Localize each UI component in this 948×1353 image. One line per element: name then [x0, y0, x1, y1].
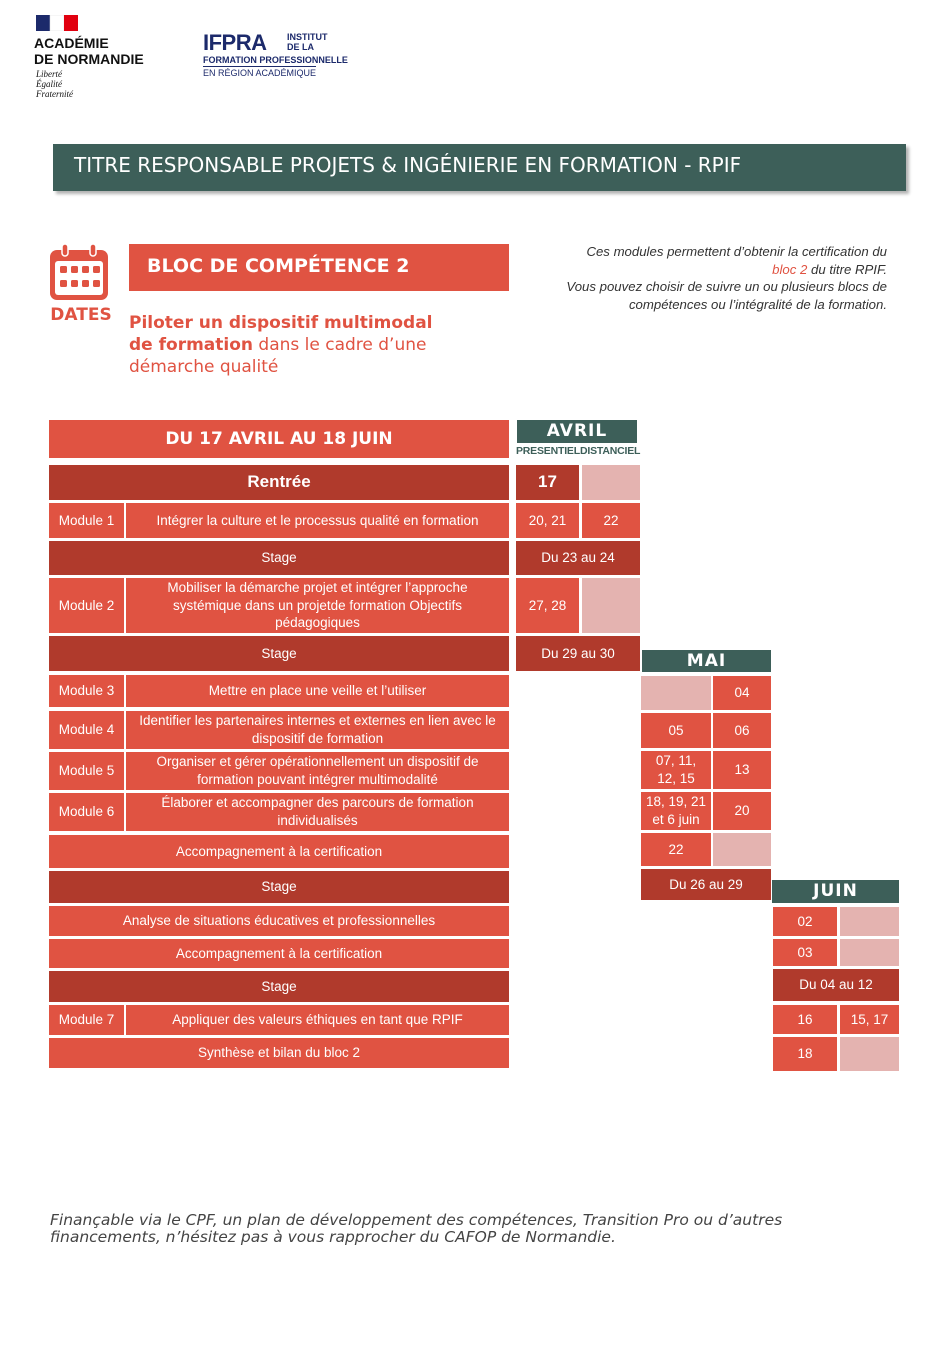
calendar-icon	[48, 242, 110, 302]
mai-m4-p: 05	[641, 713, 711, 748]
row-stage4-label: Stage	[49, 971, 509, 1002]
row-m4-module: Module 4	[49, 711, 124, 749]
academie-logo	[34, 15, 194, 105]
month-juin-header: JUIN	[772, 880, 899, 903]
avril-m2-p: 27, 28	[516, 578, 579, 633]
ifpra-l4: EN RÉGION ACADÉMIQUE	[203, 68, 317, 78]
academie-motto2: Égalité	[36, 79, 62, 89]
mai-m6-d: 20	[713, 792, 771, 830]
subtitle-line1: Piloter un dispositif multimodal	[129, 313, 433, 333]
academie-motto3: Fraternité	[36, 89, 73, 99]
ifpra-l3: FORMATION PROFESSIONNELLE	[203, 55, 348, 65]
row-stage2-label: Stage	[49, 636, 509, 671]
info-bloc-link: bloc 2	[772, 261, 808, 277]
row-m1-label: Intégrer la culture et le processus qualité en formation	[126, 503, 509, 538]
avril-m1-d: 22	[582, 503, 640, 538]
row-accomp2-label: Accompagnement à la certification	[49, 939, 509, 968]
mai-m5-p: 07, 11, 12, 15	[641, 751, 711, 789]
footer-line2: financements, n’hésitez pas à vous rapprocher du CAFOP de Normandie.	[50, 1228, 616, 1246]
row-m2-label: Mobiliser la démarche projet et intégrer l’approche systémique dans un projetde formation Objectifs pédagogiques	[126, 578, 509, 633]
row-m5-label: Organiser et gérer opérationnellement un dispositif de formation pouvant intégrer multimodalité	[126, 752, 509, 790]
page-title: TITRE RESPONSABLE PROJETS & INGÉNIERIE EN FORMATION - RPIF	[74, 153, 742, 177]
marianne-flag-icon	[36, 15, 78, 31]
subtitle-line2	[129, 334, 499, 356]
month-avril-header: AVRIL	[517, 420, 637, 443]
info-line4: compétences ou l’intégralité de la formation.	[628, 296, 887, 312]
avril-m2-d-empty	[582, 578, 640, 633]
row-m1-module: Module 1	[49, 503, 124, 538]
bloc-subtitle	[129, 312, 499, 378]
subheader-presentiel: PRESENTIEL	[516, 445, 580, 457]
avril-m1-p: 20, 21	[516, 503, 579, 538]
period-header: DU 17 AVRIL AU 18 JUIN	[49, 420, 509, 458]
avril-stage2-dates: Du 29 au 30	[516, 636, 640, 671]
juin-synthese-p: 18	[773, 1037, 837, 1071]
info-line2-rest: du titre RPIF.	[807, 261, 887, 277]
footer-line1: Finançable via le CPF, un plan de développement des compétences, Transition Pro ou d’autres	[50, 1211, 783, 1229]
mai-m6-p: 18, 19, 21 et 6 juin	[641, 792, 711, 830]
subheader-distanciel: DISTANCIEL	[580, 445, 641, 457]
bloc-title-box	[129, 244, 509, 291]
mai-m4-d: 06	[713, 713, 771, 748]
row-m3-module: Module 3	[49, 675, 124, 707]
avril-rentree-p: 17	[516, 465, 579, 500]
row-m6-label: Élaborer et accompagner des parcours de formation individualisés	[126, 793, 509, 831]
row-analyse-label: Analyse de situations éducatives et professionnelles	[49, 906, 509, 936]
juin-analyse-d-empty	[840, 907, 899, 936]
bloc-title: BLOC DE COMPÉTENCE 2	[147, 255, 410, 277]
row-m6-module: Module 6	[49, 793, 124, 831]
ifpra-l2: DE LA	[287, 42, 314, 52]
info-line2	[515, 261, 887, 279]
juin-accomp2-p: 03	[773, 939, 837, 966]
row-m5-module: Module 5	[49, 752, 124, 790]
mai-stage3-dates: Du 26 au 29	[641, 869, 771, 900]
mai-accomp1-d-empty	[713, 833, 771, 866]
title-bar	[53, 144, 906, 191]
juin-m7-p: 16	[773, 1005, 837, 1034]
avril-rentree-d-empty	[582, 465, 640, 500]
avril-stage1-dates: Du 23 au 24	[516, 541, 640, 575]
mai-m3-p-empty	[641, 676, 711, 710]
juin-m7-d: 15, 17	[840, 1005, 899, 1034]
row-accomp1-label: Accompagnement à la certification	[49, 835, 509, 868]
row-synthese-label: Synthèse et bilan du bloc 2	[49, 1038, 509, 1068]
row-m2-module: Module 2	[49, 578, 124, 633]
info-line1: Ces modules permettent d’obtenir la certification du	[586, 244, 887, 259]
row-m3-label: Mettre en place une veille et l’utiliser	[126, 675, 509, 707]
juin-stage4-dates: Du 04 au 12	[773, 969, 899, 1001]
month-mai-header: MAI	[642, 650, 771, 672]
subtitle-bold2: de formation	[129, 335, 253, 355]
row-m7-label: Appliquer des valeurs éthiques en tant que RPIF	[126, 1005, 509, 1035]
academie-line2: DE NORMANDIE	[34, 51, 144, 67]
info-text	[515, 243, 887, 313]
dates-label: DATES	[50, 305, 112, 325]
info-line3: Vous pouvez choisir de suivre un ou plusieurs blocs de	[566, 279, 887, 294]
row-m4-label: Identifier les partenaires internes et externes en lien avec le dispositif de formation	[126, 711, 509, 749]
row-m7-module: Module 7	[49, 1005, 124, 1035]
ifpra-l1: INSTITUT	[287, 32, 328, 42]
row-stage3-label: Stage	[49, 871, 509, 903]
mai-m3-d: 04	[713, 676, 771, 710]
row-stage1-label: Stage	[49, 541, 509, 575]
footer-text	[50, 1212, 910, 1246]
subtitle-rest: dans le cadre d’une	[253, 335, 427, 355]
mai-m5-d: 13	[713, 751, 771, 789]
mai-accomp1-p: 22	[641, 833, 711, 866]
juin-accomp2-d-empty	[840, 939, 899, 966]
row-rentree-label: Rentrée	[49, 465, 509, 500]
subtitle-line3: démarche qualité	[129, 357, 279, 377]
ifpra-name: IFPRA	[203, 30, 267, 55]
juin-synthese-d-empty	[840, 1037, 899, 1071]
juin-analyse-p: 02	[773, 907, 837, 936]
academie-motto1: Liberté	[36, 69, 62, 79]
academie-line1: ACADÉMIE	[34, 35, 109, 51]
ifpra-logo	[203, 30, 383, 80]
